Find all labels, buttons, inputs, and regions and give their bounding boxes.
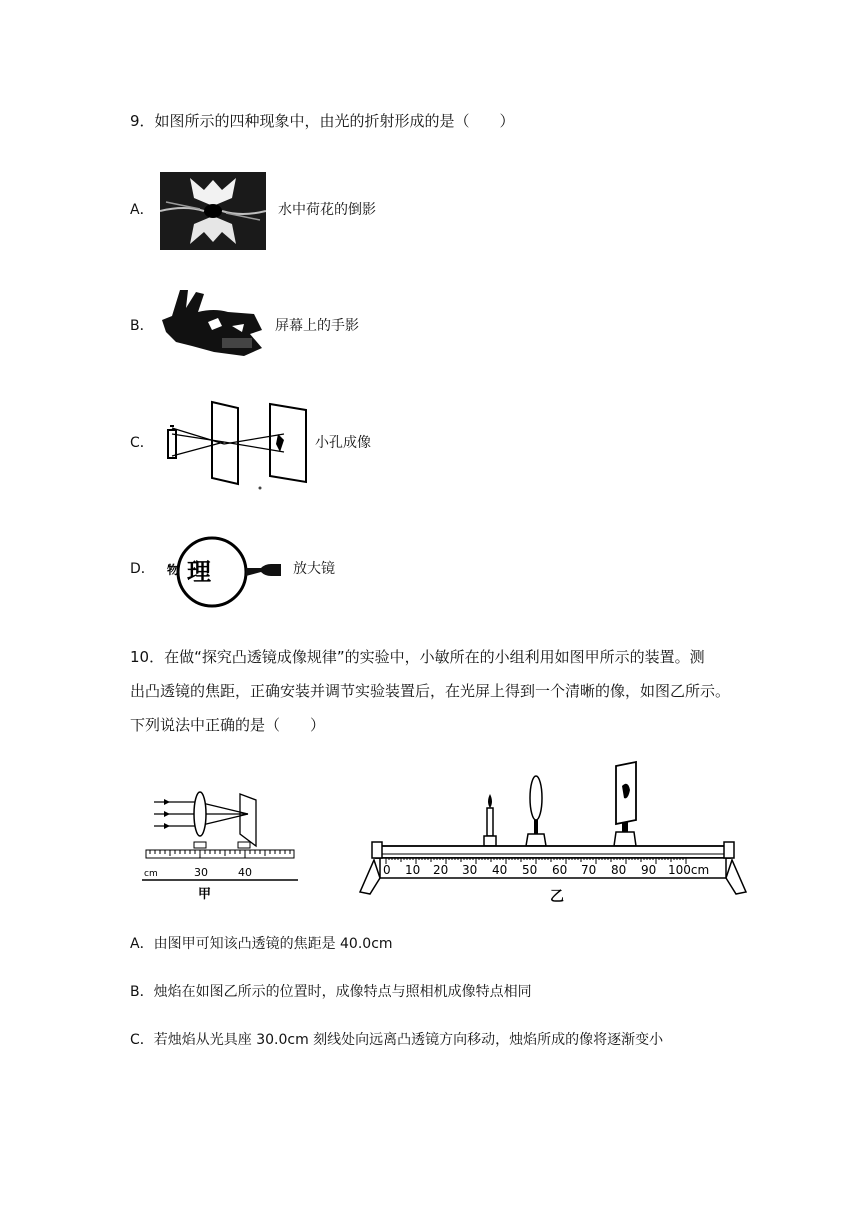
q10-stem-line3: 下列说法中正确的是（ ） [130, 716, 326, 734]
figure-jia [140, 790, 300, 905]
jia-unit: cm [144, 869, 158, 879]
q9-option-c-letter: C． [130, 435, 154, 451]
jia-tick-30: 30 [194, 866, 208, 879]
yi-tick-0: 0 [383, 863, 391, 877]
magnifier-big-glyph: 理 [187, 558, 211, 586]
q9-option-a-letter: A． [130, 202, 154, 218]
yi-tick-10: 10 [405, 863, 421, 877]
pinhole-imaging-image [160, 398, 310, 490]
q9-stem: 9．如图所示的四种现象中，由光的折射形成的是（ ） [130, 112, 515, 130]
light-screen [614, 762, 636, 846]
q9-option-b-caption: 屏幕上的手影 [275, 318, 359, 334]
yi-tick-20: 20 [433, 863, 449, 877]
magnifier-small-glyph: 物 [167, 563, 180, 577]
yi-tick-90: 90 [641, 863, 657, 877]
hand-shadow-image [158, 286, 264, 360]
figure-yi [350, 760, 750, 905]
yi-tick-70: 70 [581, 863, 597, 877]
q9-option-a-caption: 水中荷花的倒影 [278, 202, 376, 218]
yi-label: 乙 [550, 889, 564, 905]
convex-lens [526, 776, 546, 846]
yi-tick-30: 30 [462, 863, 478, 877]
q9-option-d-caption: 放大镜 [293, 561, 335, 577]
magnifier-image [165, 536, 295, 612]
q9-option-b-letter: B． [130, 318, 154, 334]
yi-tick-40: 40 [492, 863, 508, 877]
yi-tick-50: 50 [522, 863, 538, 877]
q9-option-d-letter: D． [130, 561, 155, 577]
candle [484, 794, 496, 846]
q10-stem-line2: 出凸透镜的焦距，正确安装并调节实验装置后，在光屏上得到一个清晰的像，如图乙所示。 [130, 682, 731, 700]
yi-tick-80: 80 [611, 863, 627, 877]
q10-stem-line1: 10．在做“探究凸透镜成像规律”的实验中，小敏所在的小组利用如图甲所示的装置。测 [130, 648, 705, 666]
q10-option-c: C．若烛焰从光具座 30.0cm 刻线处向远离凸透镜方向移动，烛焰所成的像将逐渐变小 [130, 1032, 664, 1048]
yi-tick-60: 60 [552, 863, 568, 877]
q10-option-a: A．由图甲可知该凸透镜的焦距是 40.0cm [130, 936, 393, 952]
q9-option-c-caption: 小孔成像 [315, 435, 371, 451]
jia-tick-40: 40 [238, 866, 252, 879]
reflection-lotus-image [160, 172, 266, 250]
q10-option-b: B．烛焰在如图乙所示的位置时，成像特点与照相机成像特点相同 [130, 984, 532, 1000]
jia-label: 甲 [198, 887, 212, 902]
yi-tick-100cm: 100cm [668, 863, 710, 877]
